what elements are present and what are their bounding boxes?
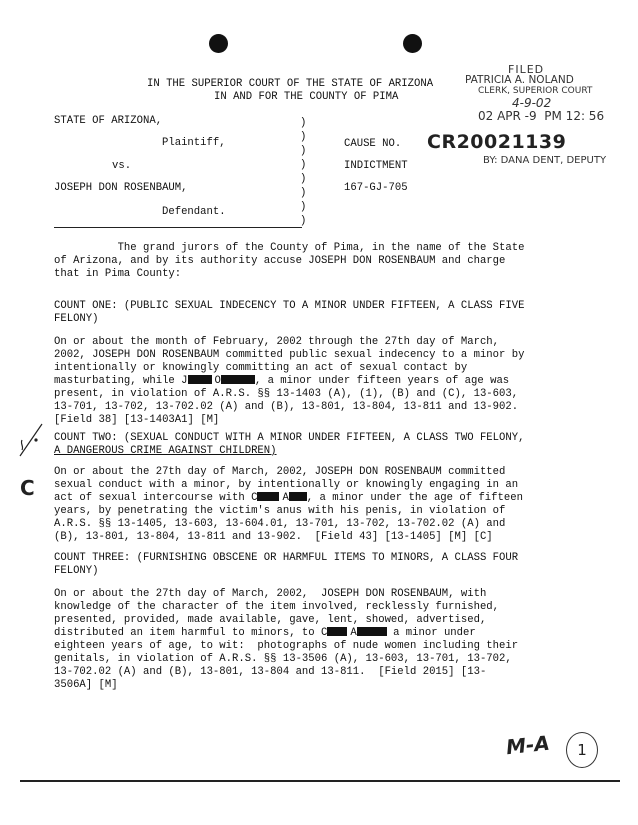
filed-stamp: FILED bbox=[508, 63, 545, 76]
filing-timestamp: 02 APR -9 PM 12: 56 bbox=[478, 109, 605, 123]
count-one-heading-2: FELONY) bbox=[54, 313, 99, 325]
count-two-heading-1: COUNT TWO: (SEXUAL CONDUCT WITH A MINOR UNDER FIFTEEN, A CLASS TWO FELONY, bbox=[54, 432, 525, 444]
count-one-line-4-b: O bbox=[214, 375, 221, 387]
count-two-line-3-b: A bbox=[282, 492, 289, 504]
count-three-line-4 bbox=[54, 627, 594, 640]
caption-bracket: ) ) ) ) ) ) ) ) bbox=[300, 117, 307, 227]
c-margin-mark: C bbox=[20, 476, 35, 500]
cause-number: CR20021139 bbox=[427, 131, 567, 153]
redaction bbox=[257, 492, 279, 501]
count-one-line-4-c: , a minor under fifteen years of age was bbox=[254, 375, 510, 387]
count-three-line-3: presented, provided, made available, gave, lent, showed, advertised, bbox=[54, 614, 487, 626]
count-three-line-5: eighteen years of age, to wit: photographs of nude women including their bbox=[54, 640, 519, 652]
count-one-line-3: intentionally or knowingly committing an act of sexual contact by bbox=[54, 362, 468, 374]
count-one-line-2: 2002, JOSEPH DON ROSENBAUM committed public sexual indecency to a minor by bbox=[54, 349, 525, 361]
margin-slash-mark bbox=[14, 418, 50, 462]
page-number: 1 bbox=[577, 741, 587, 759]
count-three-heading-1: COUNT THREE: (FURNISHING OBSCENE OR HARMFUL ITEMS TO MINORS, A CLASS FOUR bbox=[54, 552, 519, 564]
intro-line-2: of Arizona, and by its authority accuse JOSEPH DON ROSENBAUM and charge bbox=[54, 255, 506, 267]
count-three-line-7: 13-702.02 (A) and (B), 13-801, 13-804 and 13-811. [Field 2015] [13- bbox=[54, 666, 487, 678]
count-two-heading-2: A DANGEROUS CRIME AGAINST CHILDREN) bbox=[54, 445, 277, 457]
caption-underline bbox=[54, 227, 302, 228]
redaction bbox=[188, 375, 212, 384]
page-bottom-rule bbox=[20, 780, 620, 782]
court-county: IN AND FOR THE COUNTY OF PIMA bbox=[214, 91, 399, 103]
caption-plaintiff: Plaintiff, bbox=[162, 137, 226, 149]
count-three-line-4-a: distributed an item harmful to minors, to C bbox=[54, 627, 328, 639]
count-one-line-5: present, in violation of A.R.S. §§ 13-1403 (A), (1), (B) and (C), 13-603, bbox=[54, 388, 519, 400]
count-one-line-6: 13-701, 13-702, 13-702.02 (A) and (B), 13-801, 13-804, 13-811 and 13-902. bbox=[54, 401, 519, 413]
count-one-line-1: On or about the month of February, 2002 through the 27th day of March, bbox=[54, 336, 500, 348]
count-three-line-1: On or about the 27th day of March, 2002, JOSEPH DON ROSENBAUM, with bbox=[54, 588, 487, 600]
caption-state: STATE OF ARIZONA, bbox=[54, 115, 163, 127]
clerk-name-stamp: PATRICIA A. NOLAND bbox=[465, 74, 574, 86]
punch-hole-left bbox=[209, 34, 228, 53]
caption-defendant-label: Defendant. bbox=[162, 206, 226, 218]
count-three-line-2: knowledge of the character of the item involved, recklessly furnished, bbox=[54, 601, 500, 613]
redaction bbox=[289, 492, 307, 501]
count-two-line-6: (B), 13-801, 13-804, 13-811 and 13-902. [Field 43] [13-1405] [M] [C] bbox=[54, 531, 493, 543]
count-three-line-4-b: A bbox=[350, 627, 357, 639]
handwritten-initials: M-A bbox=[504, 730, 551, 760]
court-title: IN THE SUPERIOR COURT OF THE STATE OF ARIZONA bbox=[147, 78, 434, 90]
redaction bbox=[221, 375, 255, 384]
grand-jury-number: 167-GJ-705 bbox=[344, 182, 408, 194]
document-type: INDICTMENT bbox=[344, 160, 408, 172]
count-two-line-3 bbox=[54, 492, 594, 505]
redaction bbox=[327, 627, 347, 636]
cause-label: CAUSE NO. bbox=[344, 138, 402, 150]
count-two-line-4: years, by penetrating the victim's anus with his penis, in violation of bbox=[54, 505, 506, 517]
count-two-line-2: sexual conduct with a minor, by intentionally or knowingly engaging in an bbox=[54, 479, 519, 491]
punch-hole-right bbox=[403, 34, 422, 53]
caption-defendant-name: JOSEPH DON ROSENBAUM, bbox=[54, 182, 188, 194]
count-three-line-6: genitals, in violation of A.R.S. §§ 13-3506 (A), 13-603, 13-701, 13-702, bbox=[54, 653, 512, 665]
handwritten-date: 4-9-02 bbox=[512, 96, 552, 110]
count-two-line-3-a: act of sexual intercourse with C bbox=[54, 492, 258, 504]
count-one-line-4 bbox=[54, 375, 594, 388]
clerk-title-stamp: CLERK, SUPERIOR COURT bbox=[478, 86, 593, 96]
count-three-heading-2: FELONY) bbox=[54, 565, 99, 577]
intro-line-1: The grand jurors of the County of Pima, in the name of the State bbox=[54, 242, 525, 254]
count-one-line-4-a: masturbating, while J bbox=[54, 375, 188, 387]
count-one-heading-1: COUNT ONE: (PUBLIC SEXUAL INDECENCY TO A MINOR UNDER FIFTEEN, A CLASS FIVE bbox=[54, 300, 525, 312]
count-three-line-8: 3506A] [M] bbox=[54, 679, 118, 691]
redaction bbox=[357, 627, 387, 636]
page-number-circle bbox=[566, 732, 598, 768]
deputy-stamp: BY: DANA DENT, DEPUTY bbox=[483, 155, 607, 166]
caption-versus: vs. bbox=[112, 160, 132, 172]
count-two-line-1: On or about the 27th day of March, 2002, JOSEPH DON ROSENBAUM committed bbox=[54, 466, 506, 478]
intro-line-3: that in Pima County: bbox=[54, 268, 182, 280]
count-three-line-4-c: a minor under bbox=[386, 627, 476, 639]
count-one-line-7: [Field 38] [13-1403A1] [M] bbox=[54, 414, 220, 426]
count-two-line-5: A.R.S. §§ 13-1405, 13-603, 13-604.01, 13-701, 13-702, 13-702.02 (A) and bbox=[54, 518, 506, 530]
count-two-line-3-c: , a minor under the age of fifteen bbox=[306, 492, 523, 504]
